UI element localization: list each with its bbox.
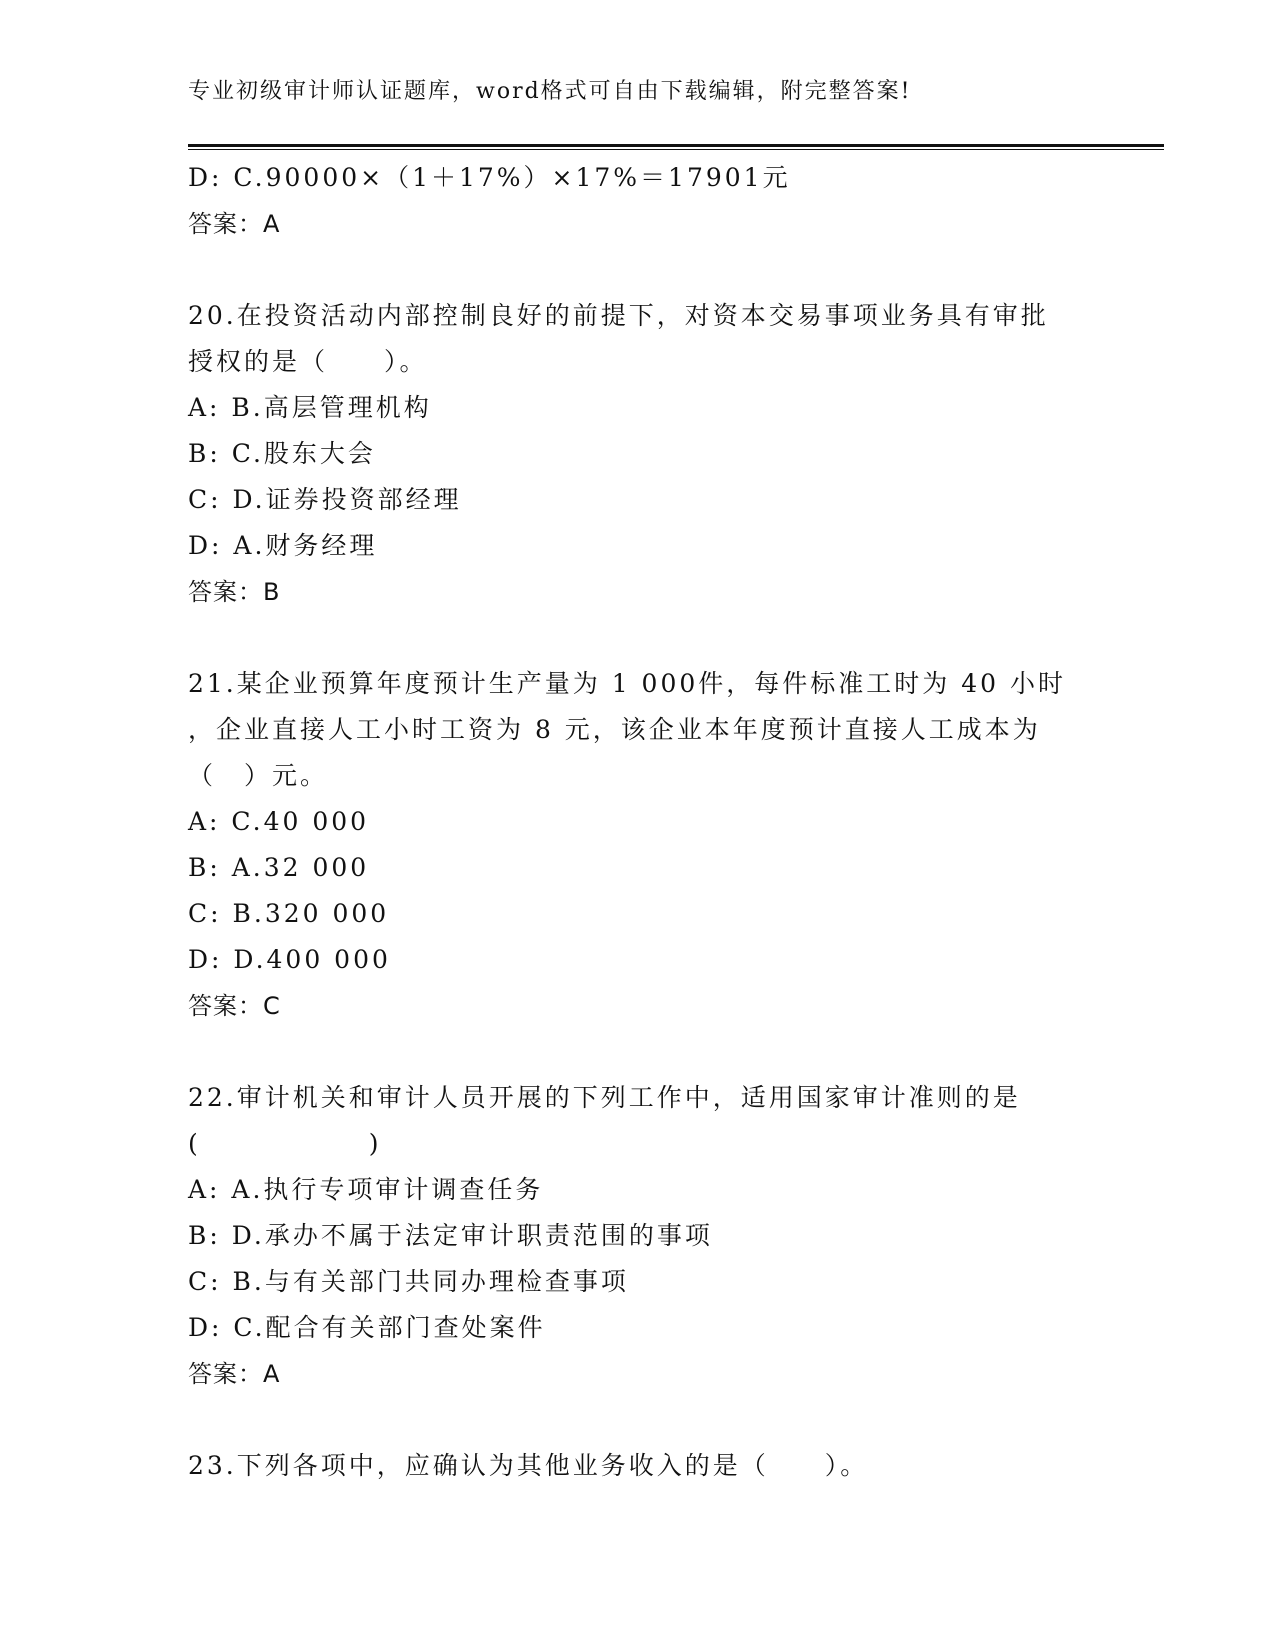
option-c: C: D.证券投资部经理 xyxy=(188,485,462,514)
question-stem-line: 23.下列各项中，应确认为其他业务收入的是（ ）。 xyxy=(188,1451,869,1480)
question-block-23 xyxy=(188,1443,1088,1489)
option-c: C: B.320 000 xyxy=(188,899,390,928)
option-b: B: C.股东大会 xyxy=(188,439,376,468)
spacer xyxy=(188,247,1088,293)
question-content xyxy=(188,155,1088,1489)
question-stem-line: 22.审计机关和审计人员开展的下列工作中，适用国家审计准则的是 xyxy=(188,1083,1021,1112)
spacer xyxy=(188,615,1088,661)
question-stem-line: ，企业直接人工小时工资为 8 元，该企业本年度预计直接人工成本为 xyxy=(188,715,1041,744)
question-stem-line: 20.在投资活动内部控制良好的前提下，对资本交易事项业务具有审批 xyxy=(188,301,1049,330)
header-divider xyxy=(188,144,1164,150)
option-d: D: C.配合有关部门查处案件 xyxy=(188,1313,546,1342)
option-a: A: A.执行专项审计调查任务 xyxy=(188,1175,544,1204)
question-stem-line: ( ) xyxy=(188,1129,382,1158)
question-stem-line: 21.某企业预算年度预计生产量为 1 000件，每件标准工时为 40 小时 xyxy=(188,669,1066,698)
question-stem-line: （ ）元。 xyxy=(188,761,329,790)
question-block-21 xyxy=(188,661,1088,1029)
question-block-22 xyxy=(188,1075,1088,1397)
option-d: D: A.财务经理 xyxy=(188,531,378,560)
page-header: 专业初级审计师认证题库，word格式可自由下载编辑，附完整答案! xyxy=(188,79,912,104)
option-a: A: B.高层管理机构 xyxy=(188,393,432,422)
answer-line: 答案：A xyxy=(188,210,281,238)
spacer xyxy=(188,1397,1088,1443)
option-d: D: C.90000×（1＋17%）×17%＝17901元 xyxy=(188,163,791,192)
question-stem-line: 授权的是（ ）。 xyxy=(188,347,428,376)
spacer xyxy=(188,1029,1088,1075)
option-c: C: B.与有关部门共同办理检查事项 xyxy=(188,1267,629,1296)
answer-line: 答案：A xyxy=(188,1360,281,1388)
question-block-20 xyxy=(188,293,1088,615)
option-a: A: C.40 000 xyxy=(188,807,370,836)
option-b: B: A.32 000 xyxy=(188,853,370,882)
answer-line: 答案：C xyxy=(188,992,281,1020)
option-d: D: D.400 000 xyxy=(188,945,391,974)
answer-line: 答案：B xyxy=(188,578,281,606)
option-b: B: D.承办不属于法定审计职责范围的事项 xyxy=(188,1221,713,1250)
